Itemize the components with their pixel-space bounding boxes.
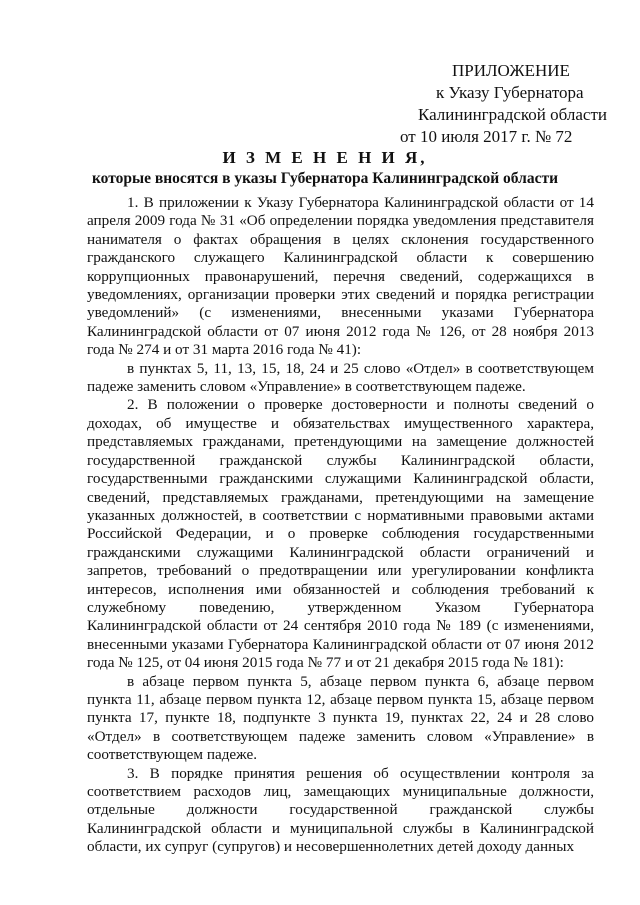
- appendix-title: ПРИЛОЖЕНИЕ: [452, 61, 570, 80]
- appendix-block: [392, 60, 612, 148]
- paragraph-1-amendment: в пунктах 5, 11, 13, 15, 18, 24 и 25 слово «Отдел» в соответствующем падеже заменить словом «Управление» в соответствующем падеже.: [87, 359, 594, 396]
- appendix-decree-reference: к Указу Губернатора: [436, 83, 584, 102]
- paragraph-2-amendment: в абзаце первом пункта 5, абзаце первом пункта 6, абзаце первом пункта 11, абзаце первом пункта 12, абзаце первом пункта 15, абзаце первом пункта 17, пункте 18, подпункте 3 пункта 19, пунктах 22, 24 и 28 слово «Отдел» в соответствующем падеже заменить словом «Управление» в соответствующем падеже.: [87, 672, 594, 764]
- document-body: [87, 194, 594, 857]
- heading-title: И З М Е Н Е Н И Я,: [222, 148, 428, 167]
- appendix-region: Калининградской области: [418, 105, 607, 124]
- document-heading: [60, 147, 590, 189]
- paragraph-1: 1. В приложении к Указу Губернатора Калининградской области от 14 апреля 2009 года № 31 «Об определении порядка уведомления представителя нанимателя о фактах обращения в целях склонения государственного гражданского служащего Калининградской области к совершению коррупционных правонарушений, перечня сведений, содержащихся в уведомлениях, организации проверки этих сведений и порядка регистрации уведомлений» (с изменениями, внесенными указами Губернатора Калининградской области от 07 июня 2012 года № 126, от 28 ноября 2013 года № 274 и от 31 марта 2016 года № 41):: [87, 194, 594, 359]
- paragraph-2: 2. В положении о проверке достоверности и полноты сведений о доходах, об имуществе и обязательствах имущественного характера, представляемых гражданами, претендующими на замещение должностей государственной гражданской службы Калининградской области, государственными гражданскими служащими Калининградской области, сведений, представляемых гражданами, претендующими на замещение указанных должностей, в соответствии с нормативными правовыми актами Российской Федерации, и о проверке соблюдения государственными гражданскими служащими Калининградской области ограничений и запретов, требований о предотвращении или урегулировании конфликта интересов, исполнения ими обязанностей и соблюдения требований к служебному поведению, утвержденном Указом Губернатора Калининградской области от 24 сентября 2010 года № 189 (с изменениями, внесенными указами Губернатора Калининградской области от 07 июня 2012 года № 125, от 04 июня 2015 года № 77 и от 21 декабря 2015 года № 181):: [87, 396, 594, 672]
- heading-subtitle: которые вносятся в указы Губернатора Калининградской области: [91, 170, 559, 187]
- appendix-date-number: от 10 июля 2017 г. № 72: [400, 127, 573, 146]
- paragraph-3: 3. В порядке принятия решения об осуществлении контроля за соответствием расходов лиц, замещающих муниципальные должности, отдельные должности государственной гражданской службы Калининградской области и муниципальной службы в Калининградской области, их супруг (супругов) и несовершеннолетних детей доходу данных: [87, 764, 594, 856]
